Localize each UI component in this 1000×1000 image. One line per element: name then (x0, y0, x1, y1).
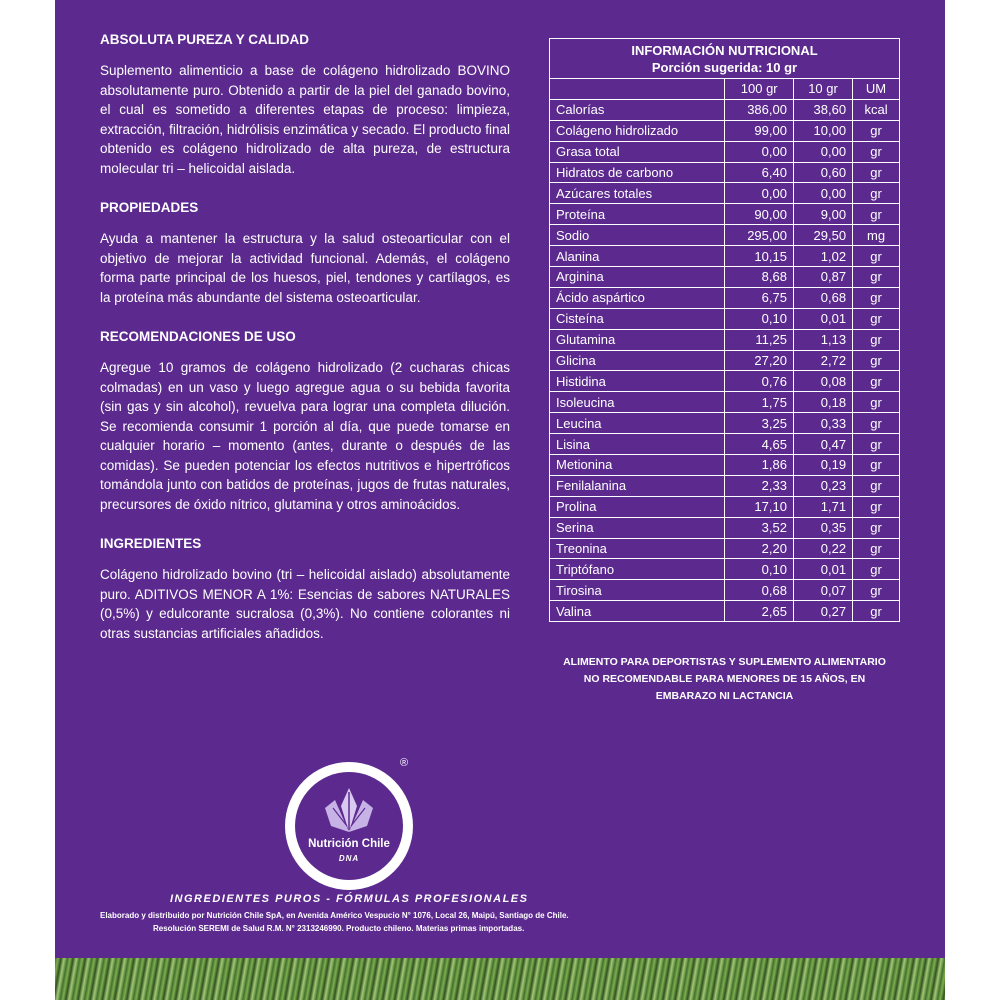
section-body: Suplemento alimenticio a base de colágeno hidrolizado BOVINO absolutamente puro. Obtenido a partir de la piel del ganado bovino, el cual es sometido a diferentes etapas de proceso: limpieza, extracción, filtración, hidrólisis enzimática y secado. El producto final obtenido es colágeno hidrolizado de alta pureza, de estructura molecular tri – helicoidal aislada. (100, 63, 510, 176)
value-100g: 0,76 (725, 371, 794, 392)
unit: gr (853, 517, 900, 538)
warning-line: EMBARAZO NI LACTANCIA (655, 690, 794, 702)
info-column (100, 32, 510, 665)
nutrition-row (550, 392, 900, 413)
unit: gr (853, 538, 900, 559)
nutrient-name: Tirosina (550, 580, 725, 601)
nutrient-name: Serina (550, 517, 725, 538)
header-cell-blank (550, 79, 725, 100)
nutrient-name: Grasa total (550, 141, 725, 162)
value-10g: 9,00 (793, 204, 852, 225)
section-body: Colágeno hidrolizado bovino (tri – helicoidal aislado) absolutamente puro. ADITIVOS MENOR A 1%: Esencias de sabores NATURALES (0,5%) y edulcorante sucralosa (0,3%). No contiene colorantes ni otras sustancias artificiales añadidos. (100, 567, 510, 641)
nutrition-row (550, 99, 900, 120)
value-10g: 2,72 (793, 350, 852, 371)
nutrient-name: Histidina (550, 371, 725, 392)
section-body: Ayuda a mantener la estructura y la salud osteoarticular con el objetivo de mejorar la actividad funcional. Además, el colágeno forma parte principal de los huesos, piel, tendones y cartílagos, es la proteína más abundante del sistema osteoarticular. (100, 231, 510, 305)
unit: gr (853, 267, 900, 288)
value-100g: 27,20 (725, 350, 794, 371)
unit: gr (853, 204, 900, 225)
nutrition-row (550, 371, 900, 392)
logo-badge (295, 772, 403, 880)
value-10g: 0,22 (793, 538, 852, 559)
value-100g: 17,10 (725, 496, 794, 517)
nutrition-row (550, 246, 900, 267)
value-100g: 0,10 (725, 559, 794, 580)
value-10g: 10,00 (793, 120, 852, 141)
nutrient-name: Hidratos de carbono (550, 162, 725, 183)
nutrition-row (550, 183, 900, 204)
manufacturer-line: Elaborado y distribuido por Nutrición Chile SpA, en Avenida Américo Vespucio N° 1076, Local 26, Maipú, Santiago de Chile. (100, 911, 569, 920)
nutrient-name: Colágeno hidrolizado (550, 120, 725, 141)
section-heading: PROPIEDADES (100, 200, 199, 215)
unit: gr (853, 287, 900, 308)
section-usage (100, 329, 510, 514)
value-10g: 0,19 (793, 455, 852, 476)
value-100g: 6,75 (725, 287, 794, 308)
nutrition-row (550, 517, 900, 538)
unit: mg (853, 225, 900, 246)
nutrient-name: Fenilalanina (550, 475, 725, 496)
nutrition-row (550, 267, 900, 288)
section-heading: RECOMENDACIONES DE USO (100, 329, 296, 344)
nutrition-table (549, 38, 900, 622)
value-10g: 0,35 (793, 517, 852, 538)
value-100g: 4,65 (725, 434, 794, 455)
value-10g: 0,47 (793, 434, 852, 455)
value-100g: 0,68 (725, 580, 794, 601)
value-10g: 0,33 (793, 413, 852, 434)
value-100g: 6,40 (725, 162, 794, 183)
unit: gr (853, 580, 900, 601)
nutrient-name: Leucina (550, 413, 725, 434)
nutrition-row (550, 120, 900, 141)
unit: kcal (853, 99, 900, 120)
header-cell-10g: 10 gr (793, 79, 852, 100)
nutrient-name: Glutamina (550, 329, 725, 350)
value-10g: 0,01 (793, 559, 852, 580)
section-heading: INGREDIENTES (100, 536, 202, 551)
value-100g: 99,00 (725, 120, 794, 141)
nutrient-name: Isoleucina (550, 392, 725, 413)
unit: gr (853, 329, 900, 350)
tagline: INGREDIENTES PUROS - FÓRMULAS PROFESIONALES (170, 893, 529, 905)
nutrition-serving: Porción sugerida: 10 gr (651, 60, 798, 75)
nutrition-row (550, 162, 900, 183)
nutrition-row (550, 455, 900, 476)
value-10g: 0,18 (793, 392, 852, 413)
warning-line: ALIMENTO PARA DEPORTISTAS Y SUPLEMENTO ALIMENTARIO (563, 656, 886, 668)
unit: gr (853, 246, 900, 267)
value-100g: 90,00 (725, 204, 794, 225)
value-100g: 0,10 (725, 308, 794, 329)
unit: gr (853, 434, 900, 455)
nutrient-name: Sodio (550, 225, 725, 246)
nutrition-row (550, 434, 900, 455)
value-10g: 1,02 (793, 246, 852, 267)
value-100g: 2,33 (725, 475, 794, 496)
nutrition-row (550, 204, 900, 225)
nutrition-title-cell (550, 39, 900, 79)
nutrition-title: INFORMACIÓN NUTRICIONAL (631, 43, 818, 58)
brand-logo (285, 762, 413, 890)
section-purity (100, 32, 510, 178)
value-10g: 0,27 (793, 601, 852, 622)
nutrition-row (550, 559, 900, 580)
nutrient-name: Prolina (550, 496, 725, 517)
section-ingredients (100, 536, 510, 643)
brand-subtitle: DNA (338, 854, 360, 863)
unit: gr (853, 475, 900, 496)
unit: gr (853, 413, 900, 434)
nutrient-name: Treonina (550, 538, 725, 559)
value-10g: 1,13 (793, 329, 852, 350)
value-100g: 3,25 (725, 413, 794, 434)
nutrition-row (550, 496, 900, 517)
label-panel (55, 0, 945, 1000)
nutrition-row (550, 308, 900, 329)
value-100g: 11,25 (725, 329, 794, 350)
unit: gr (853, 496, 900, 517)
nutrient-name: Lisina (550, 434, 725, 455)
nutrient-name: Cisteína (550, 308, 725, 329)
nutrition-row (550, 350, 900, 371)
section-heading: ABSOLUTA PUREZA Y CALIDAD (100, 32, 310, 47)
nutrient-name: Arginina (550, 267, 725, 288)
value-10g: 0,00 (793, 183, 852, 204)
nutrition-row (550, 287, 900, 308)
value-10g: 0,00 (793, 141, 852, 162)
value-10g: 38,60 (793, 99, 852, 120)
unit: gr (853, 371, 900, 392)
unit: gr (853, 183, 900, 204)
nutrition-row (550, 141, 900, 162)
resolution-line: Resolución SEREMI de Salud R.M. N° 2313246990. Producto chileno. Materias primas importadas. (153, 924, 525, 933)
value-10g: 29,50 (793, 225, 852, 246)
grass-strip (55, 958, 945, 1000)
unit: gr (853, 392, 900, 413)
nutrition-row (550, 601, 900, 622)
unit: gr (853, 559, 900, 580)
nutrient-name: Valina (550, 601, 725, 622)
age-warning (549, 654, 900, 705)
value-10g: 0,87 (793, 267, 852, 288)
value-100g: 8,68 (725, 267, 794, 288)
header-cell-100g: 100 gr (725, 79, 794, 100)
nutrition-title-row (550, 39, 900, 79)
unit: gr (853, 308, 900, 329)
value-100g: 0,00 (725, 141, 794, 162)
nutrient-name: Ácido aspártico (550, 287, 725, 308)
nutrient-name: Glicina (550, 350, 725, 371)
nutrition-row (550, 475, 900, 496)
leaf-icon (321, 786, 377, 834)
value-10g: 0,60 (793, 162, 852, 183)
nutrition-row (550, 413, 900, 434)
value-100g: 1,86 (725, 455, 794, 476)
nutrient-name: Alanina (550, 246, 725, 267)
value-100g: 10,15 (725, 246, 794, 267)
value-100g: 2,20 (725, 538, 794, 559)
value-10g: 0,07 (793, 580, 852, 601)
value-100g: 0,00 (725, 183, 794, 204)
nutrient-name: Azúcares totales (550, 183, 725, 204)
unit: gr (853, 162, 900, 183)
unit: gr (853, 120, 900, 141)
value-100g: 295,00 (725, 225, 794, 246)
value-10g: 1,71 (793, 496, 852, 517)
section-properties (100, 200, 510, 307)
value-100g: 386,00 (725, 99, 794, 120)
nutrition-row (550, 538, 900, 559)
nutrition-row (550, 329, 900, 350)
warning-line: NO RECOMENDABLE PARA MENORES DE 15 AÑOS, EN (583, 673, 866, 685)
nutrient-name: Metionina (550, 455, 725, 476)
nutrient-name: Triptófano (550, 559, 725, 580)
unit: gr (853, 455, 900, 476)
value-10g: 0,68 (793, 287, 852, 308)
value-10g: 0,08 (793, 371, 852, 392)
nutrition-row (550, 580, 900, 601)
header-cell-um: UM (853, 79, 900, 100)
section-body: Agregue 10 gramos de colágeno hidrolizado (2 cucharas chicas colmadas) en un vaso y luego agregue agua o su bebida favorita (sin gas y sin alcohol), revuelva para lograr una completa dilución. Se recomienda consumir 1 porción al día, que puede tomarse en cualquier horario – momento (antes, durante o después de las comidas). Se pueden potenciar los efectos nutritivos e hipertróficos tomándola junto con batidos de proteínas, jugos de frutas naturales, precursores de óxido nítrico, glutamina y otros aminoácidos. (100, 360, 510, 512)
value-100g: 2,65 (725, 601, 794, 622)
nutrient-name: Proteína (550, 204, 725, 225)
nutrition-header-row (550, 79, 900, 100)
unit: gr (853, 350, 900, 371)
nutrition-row (550, 225, 900, 246)
nutrient-name: Calorías (550, 99, 725, 120)
value-10g: 0,01 (793, 308, 852, 329)
unit: gr (853, 601, 900, 622)
value-100g: 1,75 (725, 392, 794, 413)
unit: gr (853, 141, 900, 162)
brand-name: Nutrición Chile (308, 838, 390, 850)
registered-mark: ® (400, 757, 409, 769)
value-10g: 0,23 (793, 475, 852, 496)
value-100g: 3,52 (725, 517, 794, 538)
